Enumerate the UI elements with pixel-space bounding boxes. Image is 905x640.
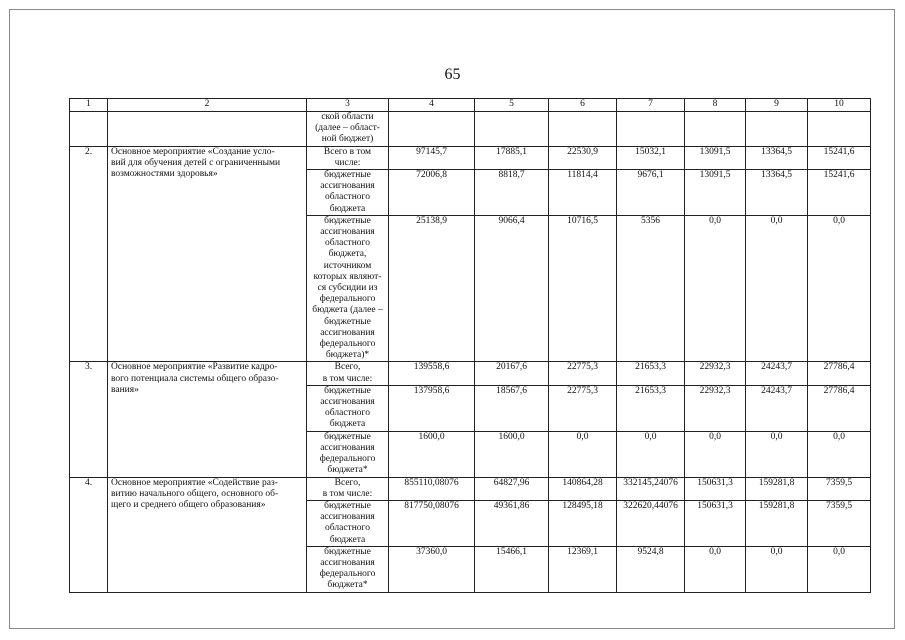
funding-source-cell [307,477,389,500]
amount-cell [389,112,475,147]
amount-cell: 24243,7 [746,362,808,385]
amount-cell [685,112,746,147]
amount-cell: 1600,0 [389,431,475,477]
amount-cell: 24243,7 [746,385,808,431]
amount-cell: 18567,6 [475,385,549,431]
funding-source-text: Всего, в том числе: [322,362,373,384]
amount-cell: 0,0 [685,546,746,592]
column-number-6: 6 [549,99,617,112]
amount-cell: 21653,3 [617,385,685,431]
column-number-2: 2 [108,99,307,112]
funding-source-cell [307,546,389,592]
amount-cell: 150631,3 [685,500,746,546]
activity-name-cell [108,477,307,592]
amount-cell: 64827,96 [475,477,549,500]
amount-cell: 159281,8 [746,477,808,500]
amount-cell: 1600,0 [475,431,549,477]
amount-cell: 0,0 [746,215,808,362]
amount-cell: 12369,1 [549,546,617,592]
amount-cell: 0,0 [746,546,808,592]
amount-cell [617,112,685,147]
amount-cell: 22775,3 [549,385,617,431]
amount-cell: 13091,5 [685,170,746,216]
amount-cell: 817750,08076 [389,500,475,546]
amount-cell [746,112,808,147]
amount-cell: 13091,5 [685,146,746,169]
amount-cell: 22932,3 [685,362,746,385]
funding-source-cell [307,170,389,216]
funding-source-cell [307,362,389,385]
amount-cell: 150631,3 [685,477,746,500]
amount-cell: 15032,1 [617,146,685,169]
budget-table [69,98,871,593]
column-number-4: 4 [389,99,475,112]
funding-source-text: бюджетные ассигнования федерального бюджета* [319,546,376,591]
amount-cell [808,112,871,147]
column-number-7: 7 [617,99,685,112]
column-number-row [70,99,871,112]
funding-source-text: бюджетные ассигнования областного бюджета, источником которых являют- ся субсидии из федерального бюджета (далее – бюджетные ассигнования федерального бюджета)* [312,215,383,361]
activity-name-text: Основное мероприятие «Развитие кадро- вого потенциала системы общего образо- вания» [111,362,279,395]
amount-cell: 140864,28 [549,477,617,500]
amount-cell: 159281,8 [746,500,808,546]
amount-cell: 128495,18 [549,500,617,546]
amount-cell: 0,0 [746,431,808,477]
activity-name-cell [108,112,307,147]
amount-cell: 22932,3 [685,385,746,431]
funding-source-text: Всего в том числе: [323,146,372,168]
amount-cell: 332145,24076 [617,477,685,500]
amount-cell: 22775,3 [549,362,617,385]
amount-cell: 10716,5 [549,215,617,362]
amount-cell: 322620,44076 [617,500,685,546]
column-number-3: 3 [307,99,389,112]
item-number-cell: 3. [70,362,108,477]
column-number-5: 5 [475,99,549,112]
amount-cell: 8818,7 [475,170,549,216]
column-number-8: 8 [685,99,746,112]
amount-cell: 20167,6 [475,362,549,385]
amount-cell [549,112,617,147]
activity-name-cell [108,146,307,362]
amount-cell: 49361,86 [475,500,549,546]
funding-source-cell [307,431,389,477]
amount-cell: 15241,6 [808,170,871,216]
funding-source-cell [307,112,389,147]
amount-cell: 9066,4 [475,215,549,362]
amount-cell: 11814,4 [549,170,617,216]
page-number: 65 [444,66,461,83]
funding-source-cell [307,500,389,546]
amount-cell: 27786,4 [808,362,871,385]
column-number-10: 10 [808,99,871,112]
item-number-cell: 4. [70,477,108,592]
amount-cell: 9524,8 [617,546,685,592]
table-body [70,99,871,593]
funding-source-text: Всего, в том числе: [322,477,373,499]
column-number-1: 1 [70,99,108,112]
funding-source-cell [307,385,389,431]
column-number-9: 9 [746,99,808,112]
activity-name-text: Основное мероприятие «Создание усло- вий для обучения детей с ограниченными возможностями здоровья» [111,146,281,180]
funding-source-text: бюджетные ассигнования областного бюджета [320,500,375,545]
amount-cell: 97145,7 [389,146,475,169]
amount-cell: 0,0 [549,431,617,477]
amount-cell: 137958,6 [389,385,475,431]
amount-cell: 15466,1 [475,546,549,592]
amount-cell: 0,0 [808,431,871,477]
funding-source-text: ской области (далее – област- ной бюджет) [315,112,380,145]
amount-cell: 21653,3 [617,362,685,385]
amount-cell: 9676,1 [617,170,685,216]
table-row [70,477,871,500]
amount-cell: 15241,6 [808,146,871,169]
amount-cell: 0,0 [808,546,871,592]
amount-cell: 0,0 [808,215,871,362]
amount-cell: 0,0 [617,431,685,477]
amount-cell [475,112,549,147]
funding-source-text: бюджетные ассигнования областного бюджета [320,385,375,430]
item-number-cell [70,112,108,147]
amount-cell: 5356 [617,215,685,362]
table-row [70,362,871,385]
activity-name-cell [108,362,307,477]
funding-source-text: бюджетные ассигнования областного бюджета [320,170,375,214]
amount-cell: 855110,08076 [389,477,475,500]
table-row [70,146,871,169]
amount-cell: 37360,0 [389,546,475,592]
amount-cell: 27786,4 [808,385,871,431]
amount-cell: 13364,5 [746,170,808,216]
amount-cell: 139558,6 [389,362,475,385]
funding-source-text: бюджетные ассигнования федерального бюджета* [319,431,376,476]
activity-name-text: Основное мероприятие «Содействие раз- витию начального общего, основного об- щего и среднего общего образования» [111,477,279,510]
amount-cell: 17885,1 [475,146,549,169]
amount-cell: 13364,5 [746,146,808,169]
amount-cell: 0,0 [685,431,746,477]
funding-source-cell [307,146,389,169]
amount-cell: 72006,8 [389,170,475,216]
amount-cell: 22530,9 [549,146,617,169]
table-row [70,112,871,147]
amount-cell: 0,0 [685,215,746,362]
amount-cell: 25138,9 [389,215,475,362]
funding-source-cell [307,215,389,362]
item-number-cell: 2. [70,146,108,362]
amount-cell: 7359,5 [808,477,871,500]
amount-cell: 7359,5 [808,500,871,546]
